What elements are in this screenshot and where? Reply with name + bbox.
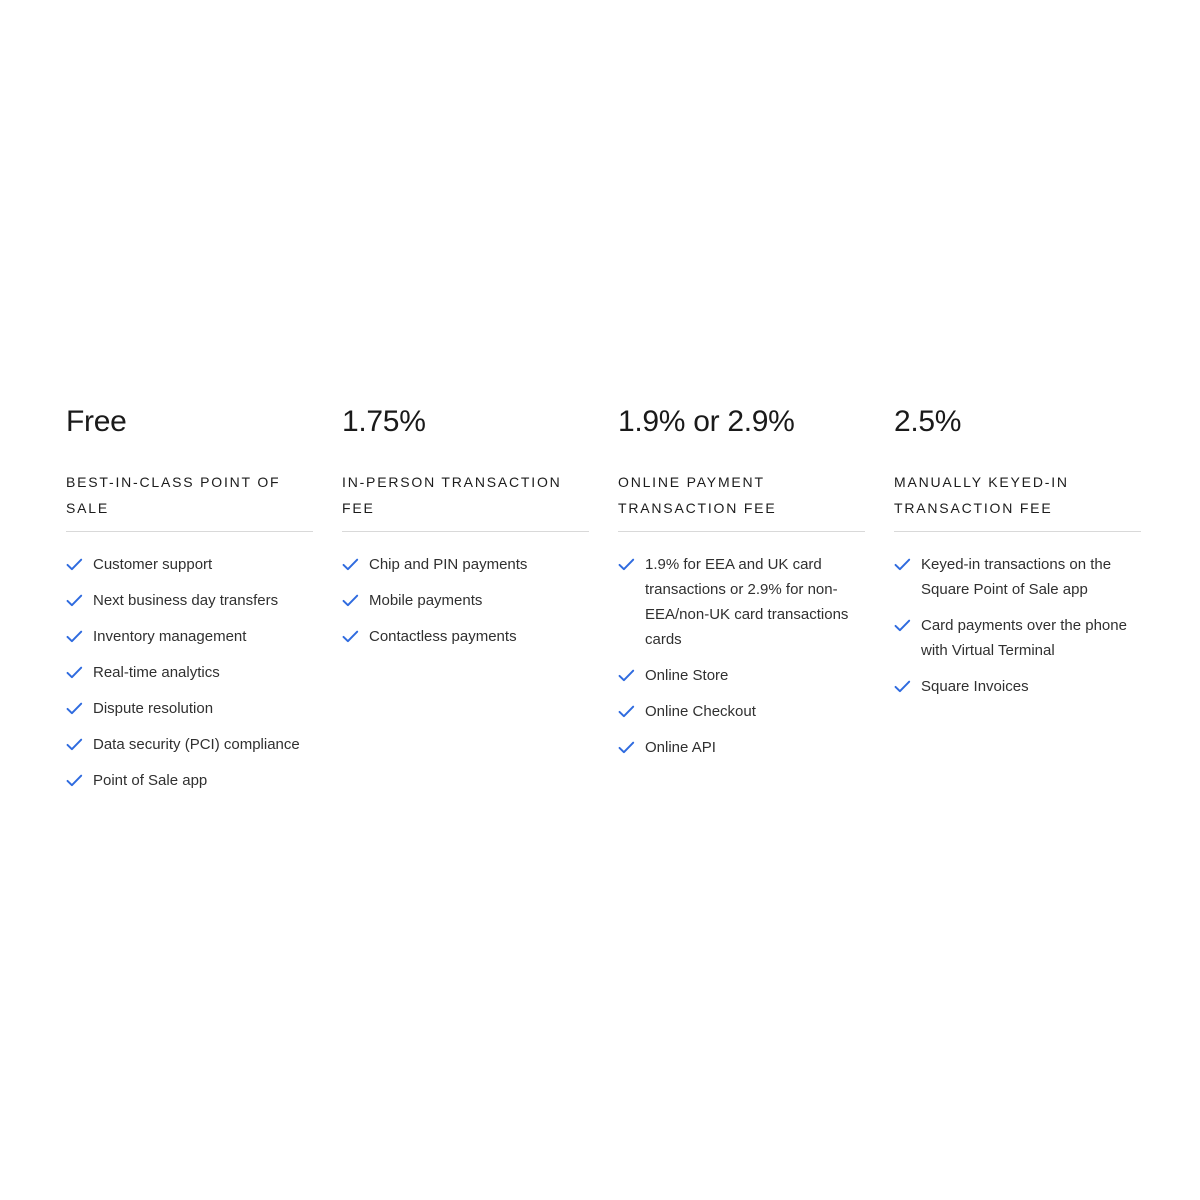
feature-item xyxy=(66,624,313,649)
check-icon xyxy=(618,741,635,754)
feature-text: Online API xyxy=(645,739,716,756)
feature-item xyxy=(66,660,313,685)
column-label: MANUALLY KEYED-IN TRANSACTION FEE xyxy=(894,474,1069,516)
feature-item xyxy=(342,624,589,649)
feature-list xyxy=(342,552,589,649)
check-icon xyxy=(66,738,83,751)
feature-text: 1.9% for EEA and UK card transactions or 2.9% for non-EEA/non-UK card transactions cards xyxy=(645,556,849,648)
feature-text: Online Store xyxy=(645,667,729,684)
column-label: BEST-IN-CLASS POINT OF SALE xyxy=(66,474,281,516)
column-divider xyxy=(618,531,865,532)
feature-text: Real-time analytics xyxy=(93,664,220,681)
check-icon xyxy=(66,630,83,643)
feature-item xyxy=(66,768,313,793)
price-heading: Free xyxy=(66,405,127,438)
feature-item xyxy=(618,699,865,724)
feature-item xyxy=(342,588,589,613)
feature-item xyxy=(66,732,313,757)
check-icon xyxy=(894,619,911,632)
feature-item xyxy=(66,696,313,721)
pricing-column xyxy=(894,404,1141,804)
check-icon xyxy=(66,774,83,787)
price-heading: 1.75% xyxy=(342,405,426,438)
feature-text: Point of Sale app xyxy=(93,772,208,789)
feature-item xyxy=(894,674,1141,699)
check-icon xyxy=(618,558,635,571)
check-icon xyxy=(618,705,635,718)
check-icon xyxy=(342,594,359,607)
feature-item xyxy=(618,552,865,652)
check-icon xyxy=(66,666,83,679)
feature-item xyxy=(618,735,865,760)
price-heading: 1.9% or 2.9% xyxy=(618,405,795,438)
feature-item xyxy=(66,588,313,613)
check-icon xyxy=(894,680,911,693)
check-icon xyxy=(342,558,359,571)
feature-text: Contactless payments xyxy=(369,628,517,645)
pricing-column xyxy=(342,404,589,804)
feature-text: Dispute resolution xyxy=(93,700,214,717)
feature-text: Card payments over the phone with Virtual Terminal xyxy=(921,617,1127,659)
check-icon xyxy=(894,558,911,571)
feature-text: Next business day transfers xyxy=(93,592,279,609)
feature-text: Customer support xyxy=(93,556,213,573)
feature-text: Chip and PIN payments xyxy=(369,556,528,573)
feature-item xyxy=(342,552,589,577)
check-icon xyxy=(66,594,83,607)
check-icon xyxy=(342,630,359,643)
column-label: IN-PERSON TRANSACTION FEE xyxy=(342,474,562,516)
check-icon xyxy=(66,702,83,715)
feature-item xyxy=(66,552,313,577)
feature-text: Square Invoices xyxy=(921,678,1029,695)
feature-text: Mobile payments xyxy=(369,592,483,609)
feature-text: Data security (PCI) compliance xyxy=(93,736,300,753)
feature-item xyxy=(894,613,1141,663)
pricing-column xyxy=(618,404,865,804)
check-icon xyxy=(66,558,83,571)
feature-list xyxy=(618,552,865,760)
column-divider xyxy=(894,531,1141,532)
feature-text: Online Checkout xyxy=(645,703,756,720)
feature-list xyxy=(66,552,313,793)
feature-text: Keyed-in transactions on the Square Point of Sale app xyxy=(921,556,1112,598)
feature-item xyxy=(618,663,865,688)
column-label: ONLINE PAYMENT TRANSACTION FEE xyxy=(618,474,777,516)
pricing-column xyxy=(66,404,313,804)
column-divider xyxy=(66,531,313,532)
check-icon xyxy=(618,669,635,682)
column-divider xyxy=(342,531,589,532)
price-heading: 2.5% xyxy=(894,405,962,438)
feature-text: Inventory management xyxy=(93,628,247,645)
pricing-section xyxy=(66,404,1141,804)
feature-item xyxy=(894,552,1141,602)
feature-list xyxy=(894,552,1141,699)
